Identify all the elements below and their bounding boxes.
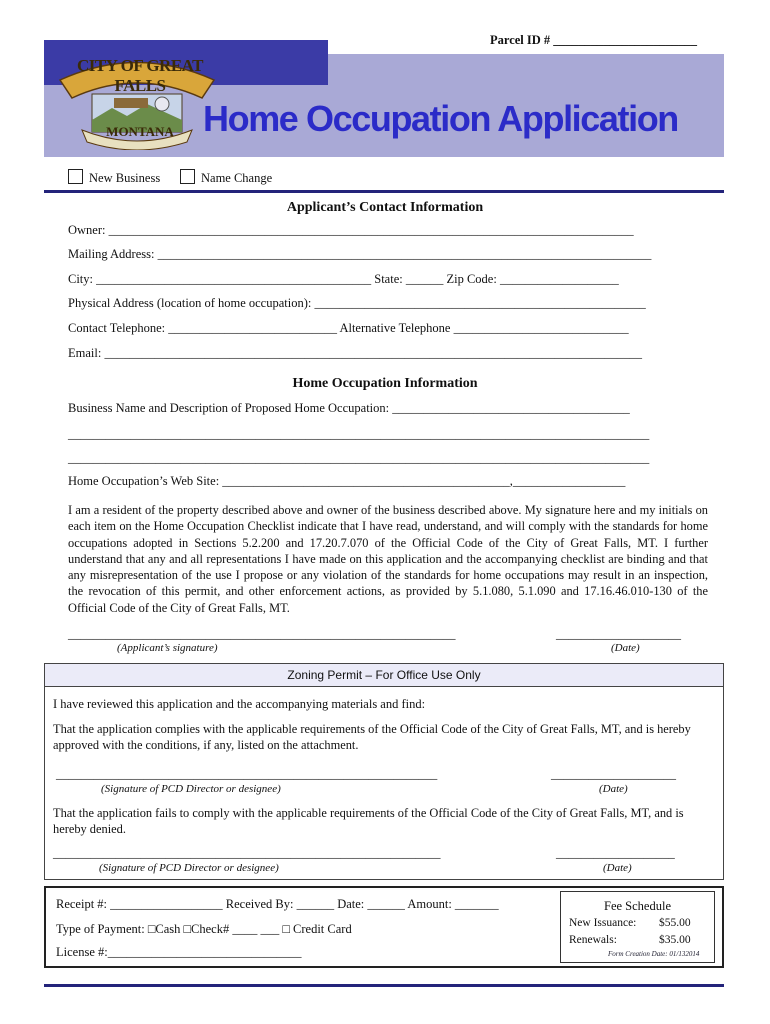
- license-field[interactable]: License #:_______________________________: [56, 945, 302, 959]
- payment-type-field[interactable]: Type of Payment: □Cash □Check# ____ ___ □ Credit Card: [56, 922, 352, 936]
- logo-text-bottom: MONTANA: [106, 124, 174, 139]
- owner-field[interactable]: Owner: ____________________________________________________________________________________: [68, 223, 634, 237]
- page-title: Home Occupation Application: [203, 98, 678, 139]
- physical-address-field[interactable]: Physical Address (location of home occupation): _____________________________________________________: [68, 296, 646, 310]
- name-change-checkbox[interactable]: [180, 169, 195, 184]
- denial-text: That the application fails to comply with the applicable requirements of the Official Code of the City of Great Falls, MT, and is hereby denied.: [53, 806, 684, 837]
- denial-date-line[interactable]: ___________________: [556, 846, 675, 860]
- new-business-option[interactable]: [68, 169, 160, 186]
- applicant-date-label: (Date): [611, 642, 640, 654]
- renewals-fee: $35.00: [659, 934, 691, 946]
- business-name-field[interactable]: Business Name and Description of Proposed Home Occupation: ______________________________________: [68, 401, 630, 415]
- denial-date-label: (Date): [603, 862, 632, 874]
- approval-date-line[interactable]: ____________________: [551, 767, 676, 781]
- applicant-date-line[interactable]: ____________________: [556, 627, 681, 641]
- mailing-address-field[interactable]: Mailing Address: _______________________________________________________________________________: [68, 247, 652, 261]
- description-line-2[interactable]: _____________________________________________________________________________________________: [68, 451, 650, 465]
- name-change-option[interactable]: [180, 169, 272, 186]
- new-business-label: New Business: [89, 171, 161, 185]
- applicant-statement: I am a resident of the property described above and owner of the business described above. My signature here and my initials on each item on the Home Occupation Checklist indicate that I have read, understand, and will comply with the standards for home occupations adopted in Sections 5.2.200 and 17.20.7.070 of the Official Code of the City of Great Falls, MT. I further understand that any and all representations I have made on this application and the accompanying checklist are binding and that any misrepresentation of the use I propose or any violation of the standards for home occupations may result in an inspection, the revocation of this permit, and other enforcement actions, as provided by 5.1.080, 5.1.090 and 17.16.46.010-130 of the Official Code of the City of Great Falls, MT.: [68, 503, 708, 615]
- approval-text: That the application complies with the applicable requirements of the Official Code of the City of Great Falls, MT, and is hereby approved with the conditions, if any, listed on the attachment.: [53, 722, 691, 753]
- name-change-label: Name Change: [201, 171, 273, 185]
- new-issuance-label: New Issuance:: [569, 917, 637, 929]
- contact-heading: Applicant’s Contact Information: [286, 200, 484, 215]
- renewals-label: Renewals:: [569, 934, 617, 946]
- new-business-checkbox[interactable]: [68, 169, 83, 184]
- occupation-heading: Home Occupation Information: [292, 376, 478, 391]
- city-state-zip-field[interactable]: City: ____________________________________________ State: ______ Zip Code: ___________________: [68, 272, 619, 286]
- form-creation-date: Form Creation Date: 01/132014: [608, 950, 700, 958]
- denial-signature-line[interactable]: ______________________________________________________________: [53, 846, 441, 860]
- new-issuance-fee: $55.00: [659, 917, 691, 929]
- approval-signature-label: (Signature of PCD Director or designee): [101, 783, 281, 795]
- divider-rule: [44, 190, 724, 193]
- applicant-signature-line[interactable]: ______________________________________________________________: [68, 627, 456, 641]
- approval-signature-line[interactable]: _____________________________________________________________: [56, 767, 438, 781]
- fee-schedule-title: Fee Schedule: [604, 899, 671, 913]
- denial-signature-label: (Signature of PCD Director or designee): [99, 862, 279, 874]
- zoning-intro: I have reviewed this application and the accompanying materials and find:: [53, 697, 426, 711]
- telephone-field[interactable]: Contact Telephone: ___________________________ Alternative Telephone ____________________________: [68, 321, 629, 335]
- receipt-field[interactable]: Receipt #: __________________ Received By: ______ Date: ______ Amount: _______: [56, 897, 499, 911]
- logo-text-top: CITY OF GREAT FALLS: [76, 56, 204, 95]
- email-field[interactable]: Email: ______________________________________________________________________________________: [68, 346, 642, 360]
- website-field[interactable]: Home Occupation’s Web Site: ______________________________________________,__________________: [68, 474, 626, 488]
- applicant-signature-label: (Applicant’s signature): [117, 642, 218, 654]
- approval-date-label: (Date): [599, 783, 628, 795]
- zoning-title: Zoning Permit – For Office Use Only: [287, 668, 481, 682]
- parcel-id: Parcel ID # _______________________: [490, 33, 698, 47]
- description-line-1[interactable]: _____________________________________________________________________________________________: [68, 427, 650, 441]
- footer-rule: [44, 984, 724, 987]
